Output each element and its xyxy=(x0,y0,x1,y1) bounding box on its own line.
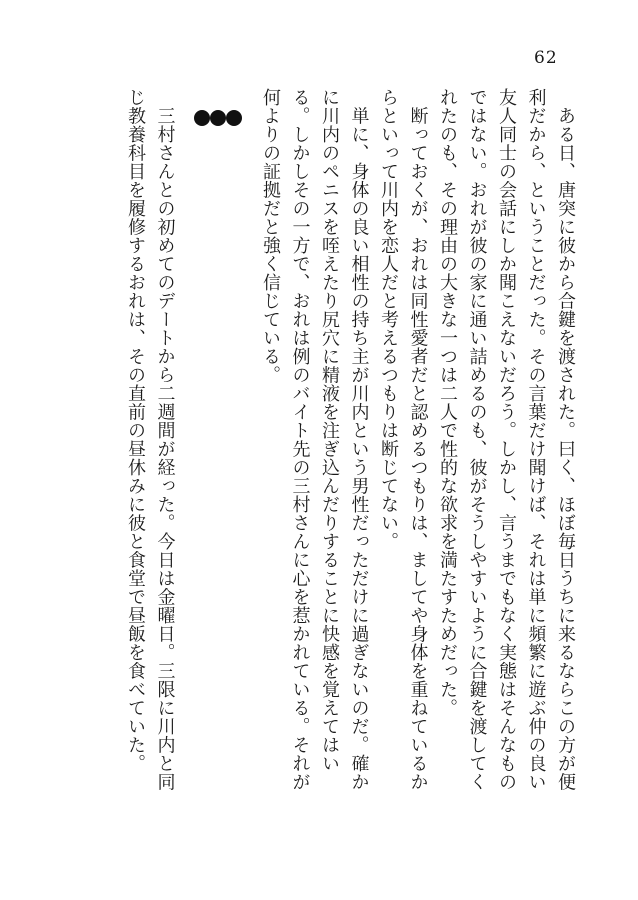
dot-icon xyxy=(194,110,210,126)
text-line: 単に、身体の良い相性の持ち主が川内という男性だっただけに過ぎないのだ。確か xyxy=(348,88,370,791)
text-line: 三村さんとの初めてのデートから二週間が経った。今日は金曜日。三限に川内と同 xyxy=(154,88,176,791)
scene-break-separator xyxy=(194,88,242,828)
text-line: 断っておくが、おれは同性愛者だと認めるつもりは、ましてや身体を重ねているか xyxy=(407,88,429,791)
text-line: に川内のペニスを咥えたり尻穴に精液を注ぎ込んだりすることに快感を覚えてはい xyxy=(319,88,340,773)
text-line: ではない。おれが彼の家に通い詰めるのも、彼がそうしやすいように合鍵を渡してく xyxy=(466,88,488,791)
dot-icon xyxy=(210,110,226,126)
vertical-text-body xyxy=(125,88,580,828)
text-line: れたのも、その理由の大きな一つは二人で性的な欲求を満たすためだった。 xyxy=(437,88,458,717)
text-line: じ教養科目を履修するおれは、その直前の昼休みに彼と食堂で昼飯を食べていた。 xyxy=(125,88,146,773)
text-line: ある日、唐突に彼から合鍵を渡された。曰く、ほぼ毎日うちに来るならこの方が便 xyxy=(555,88,576,791)
page-number: 62 xyxy=(534,48,558,68)
text-line: らといって川内を恋人だと考えるつもりは断じてない。 xyxy=(378,88,399,551)
dot-icon xyxy=(226,110,242,126)
text-line: 何よりの証拠だと強く信じている。 xyxy=(260,88,281,384)
text-line: 利だから、ということだった。その言葉だけ聞けば、それは単に頻繁に遊ぶ仲の良い xyxy=(525,88,547,791)
text-line: 友人同士の会話にしか聞こえないだろう。しかし、言うまでもなく実態はそんなもの xyxy=(496,88,517,791)
text-line: る。しかしその一方で、おれは例のバイト先の三村さんに心を惹かれている。それが xyxy=(289,88,311,791)
